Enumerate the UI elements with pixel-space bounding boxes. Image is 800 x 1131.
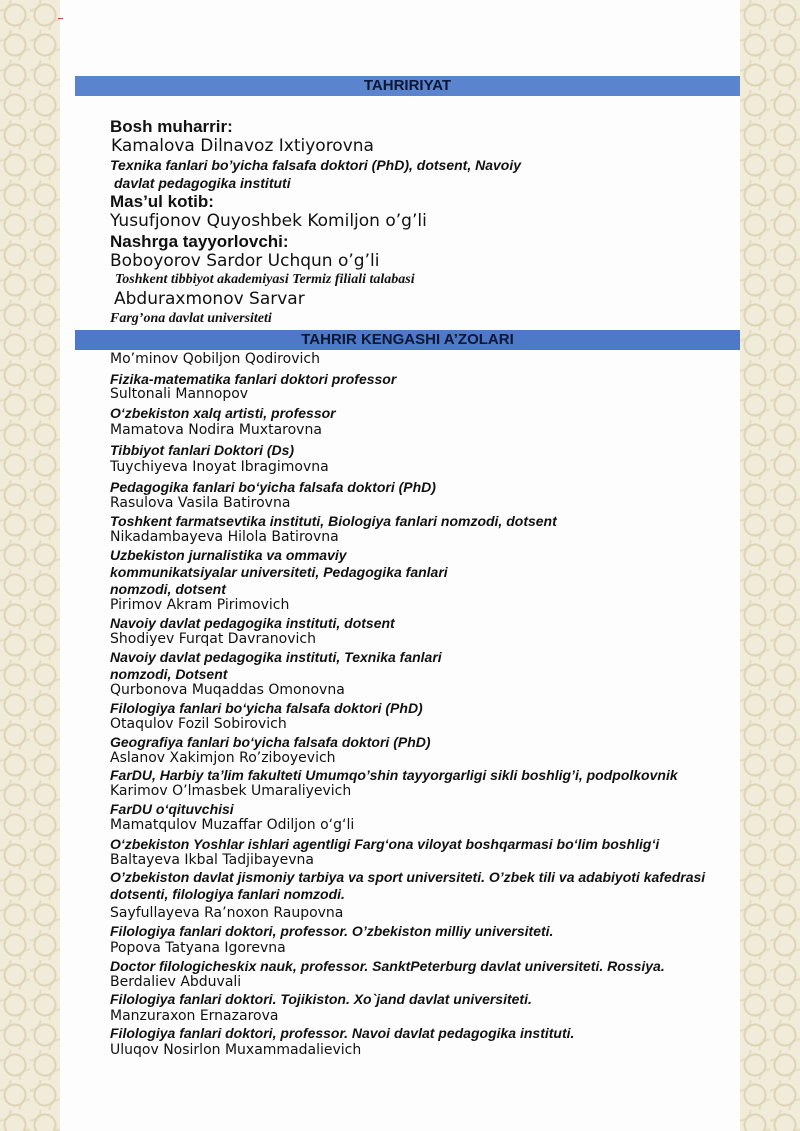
board-member-name: Pirimov Akram Pirimovich: [110, 597, 290, 613]
prep-name: Boboyorov Sardor Uchqun o’g’li: [110, 251, 380, 271]
board-member-desc: nomzodi, Dotsent: [110, 666, 228, 682]
board-member-name: Popova Tatyana Igorevna: [110, 940, 286, 956]
board-member-desc: nomzodi, dotsent: [110, 581, 226, 597]
board-member-desc: Pedagogika fanlari bo‘yicha falsafa doktori (PhD): [110, 479, 436, 495]
board-member-desc: O’zbekiston davlat jismoniy tarbiya va sport universiteti. O’zbek tili va adabiyoti kafedrasi: [110, 869, 706, 885]
board-member-desc: dotsenti, filologiya fanlari nomzodi.: [110, 886, 345, 902]
secretary-label: Mas’ul kotib:: [110, 192, 214, 211]
decorative-border-left: [0, 0, 60, 1131]
board-member-desc: O‘zbekiston Yoshlar ishlari agentligi Farg‘ona viloyat boshqarmasi bo‘lim boshlig‘i: [110, 836, 660, 852]
chief-editor-desc-1: Texnika fanlari bo’yicha falsafa doktori (PhD), dotsent, Navoiy: [110, 157, 522, 173]
board-member-name: Qurbonova Muqaddas Omonovna: [110, 682, 345, 698]
board-member-name: Otaqulov Fozil Sobirovich: [110, 716, 287, 732]
board-member-desc: FarDU o‘qituvchisi: [110, 801, 234, 817]
secretary-name: Yusufjonov Quyoshbek Komiljon o’g’li: [110, 211, 427, 231]
board-member-name: Mo’minov Qobiljon Qodirovich: [110, 351, 320, 367]
chief-editor-desc-2: davlat pedagogika instituti: [114, 175, 291, 191]
board-member-name: Sultonali Mannopov: [110, 386, 249, 402]
board-member-desc: Filologiya fanlari doktori, professor. Navoi davlat pedagogika instituti.: [110, 1025, 575, 1041]
board-member-desc: Filologiya fanlari doktori, professor. O’zbekiston milliy universiteti.: [110, 923, 554, 939]
board-member-desc: Navoiy davlat pedagogika instituti, dotsent: [110, 615, 395, 631]
prep2-name: Abduraxmonov Sarvar: [114, 289, 305, 309]
board-member-name: Shodiyev Furqat Davranovich: [110, 631, 316, 647]
board-member-desc: Filologiya fanlari doktori. Tojikiston. Xo`jand davlat universiteti.: [110, 991, 532, 1007]
board-member-desc: Uzbekiston jurnalistika va ommaviy: [110, 547, 347, 563]
board-member-name: Tuychiyeva Inoyat Ibragimovna: [110, 459, 329, 475]
board-member-desc: Filologiya fanlari bo‘yicha falsafa doktori (PhD): [110, 700, 423, 716]
board-member-name: Baltayeva Ikbal Tadjibayevna: [110, 852, 314, 868]
prep-desc: Toshkent tibbiyot akademiyasi Termiz filiali talabasi: [115, 272, 415, 287]
board-member-name: Berdaliev Abduvali: [110, 974, 242, 990]
board-member-name: Rasulova Vasila Batirovna: [110, 495, 291, 511]
corner-mark: [58, 18, 63, 19]
board-header: TAHRIR KENGASHI A’ZOLARI: [75, 330, 740, 350]
board-member-desc: Tibbiyot fanlari Doktori (Ds): [110, 442, 295, 458]
board-member-desc: Fizika-matematika fanlari doktori professor: [110, 371, 397, 387]
board-member-desc: FarDU, Harbiy ta’lim fakulteti Umumqo’shin tayyorgarligi sikli boshlig’i, podpolkovnik: [110, 767, 678, 783]
prep-label: Nashrga tayyorlovchi:: [110, 232, 289, 251]
board-member-name: Karimov O’lmasbek Umaraliyevich: [110, 783, 352, 799]
decorative-border-right: [740, 0, 800, 1131]
board-member-name: Manzuraxon Ernazarova: [110, 1008, 279, 1024]
board-member-name: Sayfullayeva Ra’noxon Raupovna: [110, 905, 344, 921]
board-member-name: Mamatqulov Muzaffar Odiljon o‘g‘li: [110, 817, 355, 833]
board-member-name: Uluqov Nosirlon Muxammadalievich: [110, 1042, 362, 1058]
prep2-desc: Farg’ona davlat universiteti: [110, 311, 272, 326]
board-member-desc: kommunikatsiyalar universiteti, Pedagogika fanlari: [110, 564, 448, 580]
chief-editor-label: Bosh muharrir:: [110, 117, 233, 136]
board-member-name: Aslanov Xakimjon Ro’ziboyevich: [110, 750, 336, 766]
editorial-header: TAHRIRIYAT: [75, 76, 740, 96]
board-member-name: Mamatova Nodira Muxtarovna: [110, 422, 322, 438]
board-member-desc: Doctor filologicheskix nauk, professor. SanktPeterburg davlat universiteti. Rossiya.: [110, 958, 665, 974]
chief-editor-name: Kamalova Dilnavoz Ixtiyorovna: [111, 136, 374, 156]
board-member-desc: O‘zbekiston xalq artisti, professor: [110, 405, 336, 421]
board-member-desc: Geografiya fanlari bo‘yicha falsafa doktori (PhD): [110, 734, 431, 750]
board-member-desc: Navoiy davlat pedagogika instituti, Texnika fanlari: [110, 649, 442, 665]
board-member-desc: Toshkent farmatsevtika instituti, Biologiya fanlari nomzodi, dotsent: [110, 513, 557, 529]
board-member-name: Nikadambayeva Hilola Batirovna: [110, 529, 339, 545]
